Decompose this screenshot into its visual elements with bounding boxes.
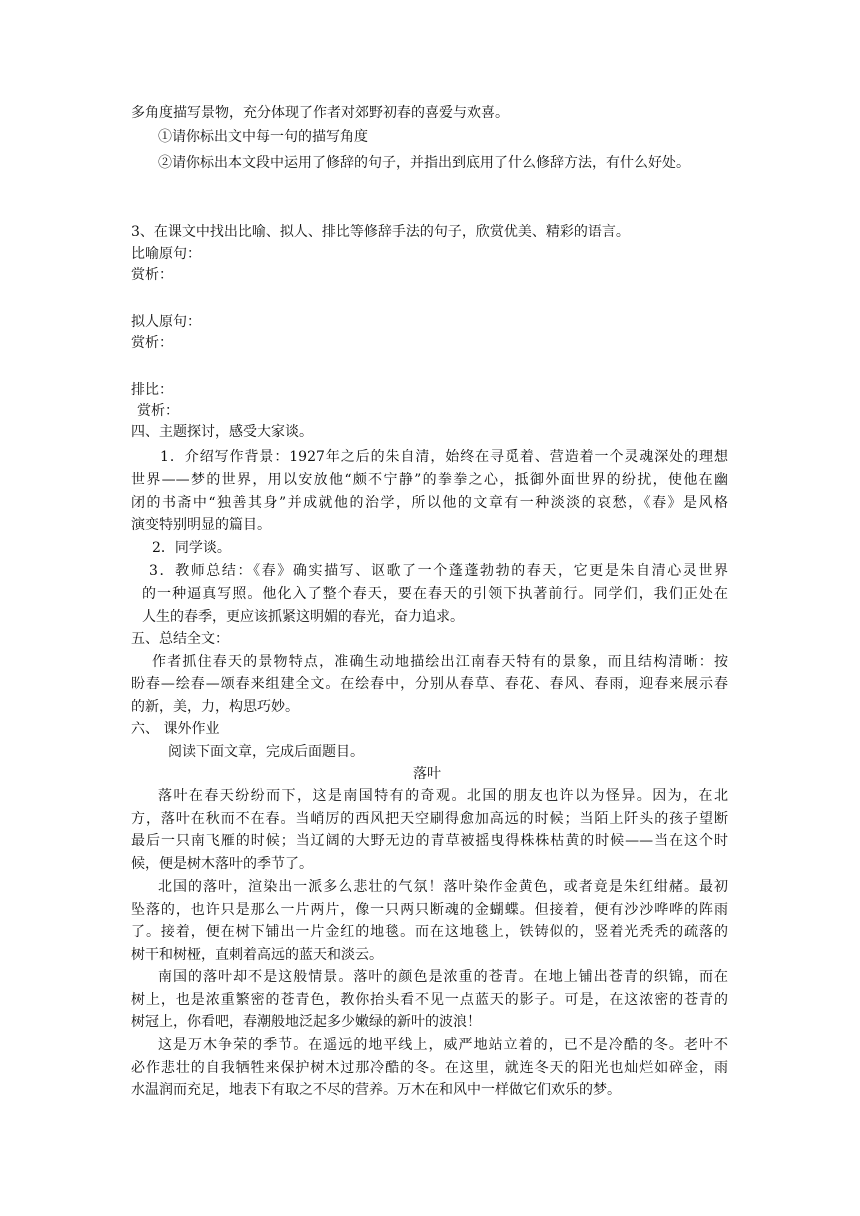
- text-line: 赏析：: [137, 403, 179, 419]
- text-line: 多角度描写景物，充分体现了作者对郊野初春的喜爱与欢喜。: [131, 105, 509, 121]
- text-line: 落叶在春天纷纷而下，这是南国特有的奇观。北国的朋友也许以为怪异。因为，在北: [158, 788, 728, 804]
- text-line: 闭的书斋中“独善其身”并成就他的治学，所以他的文章有一种淡淡的哀愁，《春》是风格: [131, 495, 728, 511]
- text-line: 这是万木争荣的季节。在遥远的地平线上，威严地站立着的，已不是冷酷的冬。老叶不: [158, 1037, 728, 1053]
- text-line: ①请你标出文中每一句的描写角度: [158, 129, 368, 145]
- text-line: ②请你标出本文段中运用了修辞的句子，并指出到底用了什么修辞方法，有什么好处。: [158, 155, 690, 171]
- text-line: 人生的春季，更应该抓紧这明媚的春光，奋力追求。: [142, 609, 464, 625]
- text-line: 盼春—绘春—颂春来组建全文。在绘春中，分别从春草、春花、春风、春雨，迎春来展示春: [131, 676, 728, 692]
- text-line: 赏析：: [131, 335, 173, 351]
- text-line: 方，落叶在秋而不在春。当峭厉的西风把天空刷得愈加高远的时候；当陌上阡头的孩子望断: [131, 811, 728, 827]
- text-line: 必作悲壮的自我牺牲来保护树木过那冷酷的冬。在这里，就连冬天的阳光也灿烂如碎金，雨: [131, 1060, 728, 1076]
- text-line: 水温润而充足，地表下有取之不尽的营养。万木在和风中一样做它们欢乐的梦。: [131, 1082, 621, 1098]
- text-line: 演变特别明显的篇目。: [131, 517, 271, 533]
- text-line: 3、在课文中找出比喻、拟人、排比等修辞手法的句子，欣赏优美、精彩的语言。: [131, 224, 630, 240]
- text-line: 树上，也是浓重繁密的苍青色，教你抬头看不见一点蓝天的影子。可是，在这浓密的苍青的: [131, 992, 728, 1008]
- article-title: 落叶: [413, 766, 441, 782]
- text-line: 的一种逼真写照。他化入了整个春天，要在春天的引领下执著前行。同学们，我们正处在: [142, 586, 728, 602]
- text-line: 阅读下面文章，完成后面题目。: [168, 744, 364, 760]
- text-line: 树干和树桠，直刺着高远的蓝天和淡云。: [131, 947, 383, 963]
- text-line: 3．教师总结：《春》确实描写、讴歌了一个蓬蓬勃勃的春天，它更是朱自清心灵世界: [149, 563, 728, 579]
- text-line: 树冠上，你看吧，春潮般地泛起多少嫩绿的新叶的波浪！: [131, 1014, 481, 1030]
- text-line: 的新，美，力，构思巧妙。: [131, 699, 299, 715]
- text-line: 排比：: [131, 382, 173, 398]
- text-line: 最后一只南飞雁的时候；当辽阔的大野无边的青草被摇曳得株株枯黄的时候——当在这个时: [131, 833, 728, 849]
- text-line: 坠落的，也许只是那么一片两片，像一只两只断魂的金蝴蝶。但接着，便有沙沙哗哗的阵雨: [131, 902, 728, 918]
- section-heading: 六、 课外作业: [131, 721, 220, 737]
- text-line: 作者抓住春天的景物特点，准确生动地描绘出江南春天特有的景象，而且结构清晰：按: [152, 654, 728, 670]
- section-heading: 四、主题探讨，感受大家谈。: [131, 424, 313, 440]
- text-line: 1．介绍写作背景：1927年之后的朱自清，始终在寻觅着、营造着一个灵魂深处的理想: [160, 449, 728, 465]
- text-line: 世界——梦的世界，用以安放他“颇不宁静”的拳拳之心，抵御外面世界的纷扰，使他在幽: [131, 472, 728, 488]
- text-line: 了。接着，便在树下铺出一片金红的地毯。而在这地毯上，铁铸似的，竖着光秃秃的疏落的: [131, 924, 728, 940]
- text-line: 拟人原句：: [131, 314, 201, 330]
- text-line: 南国的落叶却不是这般情景。落叶的颜色是浓重的苍青。在地上铺出苍青的织锦，而在: [158, 969, 728, 985]
- section-heading: 五、总结全文：: [131, 631, 229, 647]
- text-line: 赏析：: [131, 267, 173, 283]
- text-line: 2．同学谈。: [152, 540, 231, 556]
- text-line: 候，便是树木落叶的季节了。: [131, 856, 313, 872]
- text-line: 比喻原句：: [131, 246, 201, 262]
- text-line: 北国的落叶，渲染出一派多么悲壮的气氛！落叶染作金黄色，或者竟是朱红绀赭。最初: [158, 879, 728, 895]
